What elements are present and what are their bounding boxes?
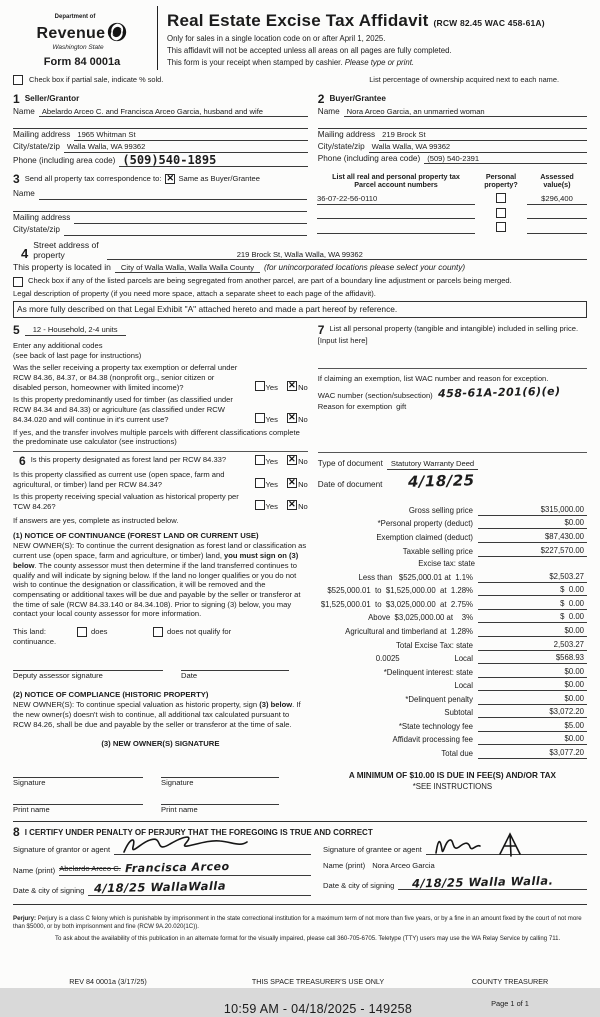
subtotal-value[interactable]: $3,072.20 (478, 707, 587, 718)
revenue-swirl-logo-icon (107, 22, 127, 42)
new-owner-print-line-1[interactable] (13, 795, 143, 805)
wac-number-label: WAC number (section/subsection) (317, 390, 433, 400)
no-label: No (298, 382, 308, 392)
yes-label: Yes (265, 414, 278, 424)
legal-description-field[interactable]: As more fully described on that Legal Exhibit "A" attached hereto and made a part hereof by reference. (13, 301, 587, 318)
assessed-value-field[interactable] (527, 208, 587, 219)
grantee-name-print-label: Name (print) (323, 860, 366, 870)
deputy-assessor-label: Deputy assessor signature (13, 670, 103, 680)
form-number: Form 84 0001a (43, 56, 121, 69)
correspondence-city-field[interactable] (64, 225, 307, 236)
street-address-field[interactable]: 219 Brock St, Walla Walla, WA 99362 (107, 250, 587, 261)
personal-property-input[interactable]: [Input list here] (317, 335, 368, 345)
s6-q2-no-checkbox[interactable] (287, 478, 297, 488)
delinquent-interest-state-value[interactable]: $0.00 (478, 667, 587, 678)
perjury-notice: Perjury: Perjury is a class C felony which is punishable by imprisonment in the state correctional institution for a maximum term of not more than five years, or by a fine in an amount fixed by the court of not more than $5000, or by both imprisonment and fine (RCW 9A.20.020(1C)). To ask about the availability of this publication in an alternate format for the visually impaired, please call 360-705-6705. Teletype (TTY) users may use the WA Relay Service by calling 711. (13, 915, 587, 944)
s6-q1-yes-checkbox[interactable] (255, 455, 265, 465)
s5-q2-no-checkbox[interactable] (287, 413, 297, 423)
print-name-label: Print name (161, 805, 198, 815)
land-does-checkbox[interactable] (77, 627, 87, 637)
same-as-buyer-checkbox[interactable] (165, 174, 175, 184)
notice-compliance-body: NEW OWNER(S): To continue special valuation as historic property, sign (3) below. If the new owner(s) doesn't wish to continue, all additional tax calculated pursuant to RCW 84.26, shall be due and payable by the seller or transferor at the time of sale. (13, 700, 301, 729)
exemption-claimed-label: Exemption claimed (deduct) (376, 533, 473, 543)
treasurer-space-label: THIS SPACE TREASURER'S USE ONLY (251, 977, 385, 987)
delinquent-penalty-value[interactable]: $0.00 (478, 694, 587, 705)
exemption-claim-note: If claiming an exemption, list WAC number and reason for exception. (317, 373, 549, 383)
bracket-2-value[interactable]: $ 0.00 (478, 585, 587, 596)
affidavit-processing-fee-value[interactable]: $0.00 (478, 734, 587, 745)
this-land-label: This land: (13, 627, 46, 637)
buyer-mailing-field[interactable]: 219 Brock St (379, 130, 587, 141)
seller-mailing-field[interactable]: 1965 Whitman St (74, 130, 307, 141)
continuance-label: continuance. (13, 637, 57, 647)
exemption-reason-field[interactable]: gift (396, 402, 407, 412)
section-6-number: 6 (19, 453, 26, 468)
notice-compliance-title: (2) NOTICE OF COMPLIANCE (HISTORIC PROPERTY) (13, 689, 209, 699)
grantor-date-city-field[interactable]: 4/18/25 WallaWalla (88, 880, 311, 896)
yes-label: Yes (265, 502, 278, 512)
bracket-1-label: Less than $525,000.01 at 1.1% (358, 572, 473, 582)
type-of-document-field[interactable]: Statutory Warranty Deed (387, 459, 478, 470)
section-7-number: 7 (317, 322, 325, 337)
section-2-title: Buyer/Grantee (329, 94, 386, 104)
affidavit-processing-fee-label: Affidavit processing fee (392, 735, 473, 745)
agricultural-timberland-value[interactable]: $0.00 (478, 626, 587, 637)
seller-city-field[interactable]: Walla Walla, WA 99362 (64, 142, 308, 153)
grantee-signature-field[interactable] (426, 842, 587, 855)
delinquent-penalty-label: *Delinquent penalty (405, 694, 473, 704)
no-label: No (298, 414, 308, 424)
new-owner-print-line-2[interactable] (161, 795, 279, 805)
no-label: No (298, 457, 308, 467)
rev-form-version: REV 84 0001a (3/17/25) (69, 977, 147, 987)
revenue-wordmark: Revenue (36, 24, 106, 42)
bracket-3-value[interactable]: $ 0.00 (478, 599, 587, 610)
parcel-3-personal-checkbox[interactable] (496, 222, 506, 232)
notice-continuance-body: NEW OWNER(S): To continue the current designation as forest land or classification as current use (open space, farm and agriculture, or timber) land, you must sign on (3) below. The county assessor must then determine if the land transferred continues to qualify and will indicate by signing below. If the land no longer qualifies or you do not wish to continue the designation or classification, it will be removed and the compensating or additional taxes will be due and payable by the seller or transferor at the time of sale (RCW 84.33.140 or 84.34.108). Prior to signing (3) below, you may contact your local county assessor for more information. (13, 541, 307, 619)
type-of-document-label: Type of document (317, 459, 383, 469)
s5-q2-yes-checkbox[interactable] (255, 413, 265, 423)
accessibility-notice: To ask about the availability of this publication in an alternate format for the visually impaired, please call 360-705-6705. Teletype (TTY) users may use the WA Relay Service by calling 711. (55, 935, 561, 943)
form-title: Real Estate Excise Tax Affidavit (RCW 82.45 WAC 458-61A) (167, 11, 545, 30)
same-as-buyer-label: Same as Buyer/Grantee (178, 173, 260, 183)
ownership-note: List percentage of ownership acquired next to each name. (369, 74, 559, 84)
s6-q3-no-checkbox[interactable] (287, 500, 297, 510)
header-note-2: This affidavit will not be accepted unless all areas on all pages are fully completed. (167, 45, 452, 55)
cashier-stamp: 10:59 AM - 04/18/2025 - 149258 (223, 1001, 413, 1016)
excise-tax-state-header: Excise tax: state (418, 559, 475, 569)
does-label: does (91, 627, 108, 637)
parcel-number-field[interactable]: 36-07-22-56-0110 (317, 194, 475, 205)
parcel-1-personal-checkbox[interactable] (496, 193, 506, 203)
no-label: No (298, 479, 308, 489)
section-3-number: 3 (13, 171, 20, 186)
section-2-number: 2 (317, 91, 325, 106)
s6-q1-no-checkbox[interactable] (287, 455, 297, 465)
deputy-date-line[interactable] (181, 661, 289, 671)
correspondence-city-label: City/state/zip (13, 225, 60, 235)
yes-label: Yes (265, 457, 278, 467)
bracket-4-value[interactable]: $ 0.00 (478, 612, 587, 623)
local-rate-label: 0.0025 (375, 654, 400, 664)
seller-phone-label: Phone (including area code) (13, 156, 116, 166)
form-footer (13, 977, 587, 1016)
taxable-selling-price-label: Taxable selling price (402, 546, 473, 556)
grantee-signature-label: Signature of grantee or agent (323, 845, 422, 855)
correspondence-label: Send all property tax correspondence to: (24, 173, 162, 183)
correspondence-name-field[interactable] (39, 189, 307, 200)
total-due-label: Total due (441, 749, 473, 759)
buyer-mailing-label: Mailing address (317, 130, 376, 140)
land-use-code-section (13, 324, 308, 452)
correspondence-name-label: Name (13, 189, 35, 199)
personal-property-col-header: Personal property? (484, 171, 518, 190)
yes-label: Yes (265, 382, 278, 392)
total-due-value[interactable]: $3,077.20 (478, 748, 587, 759)
delinquent-interest-local-value[interactable]: $0.00 (478, 680, 587, 691)
exemption-deferral-question: Was the seller receiving a property tax exemption or deferral under RCW 84.36, 84.37, or 84.38 (nonprofit org., senior citizen or disabled person, homeowner with limited income)? (13, 363, 238, 392)
personal-property-deduct-value[interactable]: $0.00 (478, 518, 587, 529)
street-address-label: Street address of property (33, 239, 99, 260)
s5-q1-no-checkbox[interactable] (287, 381, 297, 391)
minimum-fee-note: A MINIMUM OF $10.00 IS DUE IN FEE(S) AND/OR TAX (348, 771, 556, 781)
answers-yes-note: If answers are yes, complete as instructed below. (13, 515, 179, 525)
new-owner-signature-line-1[interactable] (13, 768, 143, 778)
yes-label: Yes (265, 479, 278, 489)
timber-agriculture-question: Is this property predominantly used for timber (as classified under RCW 84.34 and 84.33) or agriculture (as classified under RCW 84.34.020 and will continue in it's current use? (13, 395, 233, 424)
grantee-signature-image (432, 832, 542, 858)
state-technology-fee-label: *State technology fee (398, 721, 473, 731)
personal-property-section (318, 324, 587, 412)
historical-property-question: Is this property receiving special valuation as historical property per TCW 84.26? (13, 492, 239, 512)
agricultural-timberland-label: Agricultural and timberland at 1.28% (345, 626, 473, 636)
parcel-table (317, 173, 587, 236)
total-excise-state-label: Total Excise Tax: state (396, 640, 473, 650)
segregated-label: Check box if any of the listed parcels are being segregated from another parcel, are part of a boundary line adjustment or parcels being merged. (28, 276, 512, 286)
land-does-not-checkbox[interactable] (153, 627, 163, 637)
deputy-assessor-signature-line[interactable] (13, 661, 163, 671)
print-name-label: Print name (13, 805, 50, 815)
buyer-extra-line[interactable] (318, 118, 587, 129)
assessed-value-field[interactable]: $296,400 (527, 194, 587, 205)
located-in-label: This property is located in (13, 262, 111, 273)
parcel-number-field[interactable] (317, 208, 475, 219)
located-in-field[interactable]: City of Walla Walla, Walla Walla County (115, 263, 260, 274)
current-use-question: Is this property classified as current use (open space, farm and agricultural, or timber) land per RCW 84.34? (13, 469, 225, 489)
page-indicator: Page 1 of 1 (491, 998, 529, 1008)
section-1-number: 1 (13, 91, 20, 106)
partial-sale-label: Check box if partial sale, indicate % sold. (29, 74, 164, 84)
date-of-document-field[interactable]: 4/18/25 (408, 471, 476, 491)
grantee-name-print-field[interactable]: Nora Arceo Garcia (372, 860, 435, 870)
parcel-number-field[interactable] (317, 223, 475, 234)
header-note-1: Only for sales in a single location code on or after April 1, 2025. (167, 33, 386, 43)
parcel-col-header: List all real and personal property tax Parcel account numbers (332, 171, 460, 190)
buyer-city-field[interactable]: Walla Walla, WA 99362 (369, 142, 587, 153)
exemption-reason-label: Reason for exemption (317, 402, 393, 412)
seller-extra-line[interactable] (13, 118, 308, 129)
seller-phone-field[interactable]: (509)540-1895 (119, 154, 307, 167)
correspondence-mailing-field[interactable] (74, 213, 307, 224)
notice-continuance-title: (1) NOTICE OF CONTINUANCE (FOREST LAND OR CURRENT USE) (13, 530, 259, 540)
delinquent-interest-state-label: *Delinquent interest: state (383, 667, 473, 677)
grantor-name-print-label: Name (print) (13, 866, 56, 876)
grantor-date-city-label: Date & city of signing (13, 886, 85, 895)
seller-city-label: City/state/zip (13, 142, 60, 152)
subtotal-label: Subtotal (444, 708, 473, 718)
date-of-document-label: Date of document (317, 480, 383, 490)
s6-q2-yes-checkbox[interactable] (255, 478, 265, 488)
located-in-note: (for unincorporated locations please select your county) (264, 262, 466, 272)
washington-state-label: Washington State (52, 44, 104, 52)
local-label: Local (454, 654, 473, 664)
signature-label: Signature (161, 778, 194, 788)
grantor-signature-field[interactable] (114, 842, 311, 855)
personal-property-label: List all personal property (tangible and intangible) included in selling price. (329, 323, 579, 333)
wac-number-field[interactable]: 458-61A-201(6)(e) (437, 384, 561, 401)
forest-land-section (13, 455, 308, 815)
taxable-selling-price-value[interactable]: $227,570.00 (478, 546, 587, 557)
see-instructions-note: *SEE INSTRUCTIONS (412, 781, 493, 791)
parcel-row (317, 208, 587, 220)
deputy-date-label: Date (181, 670, 198, 680)
document-section (318, 459, 587, 491)
section-1-title: Seller/Grantor (24, 94, 80, 104)
county-treasurer-label: COUNTY TREASURER (471, 977, 549, 987)
s6-q3-yes-checkbox[interactable] (255, 500, 265, 510)
buyer-name-field[interactable]: Nora Arceo Garcia, an unmarried woman (344, 107, 587, 118)
no-label: No (298, 502, 308, 512)
segregated-checkbox[interactable] (13, 277, 23, 287)
grantor-name-print-field[interactable]: Abelardo Arceo C. Francisca Arceo (59, 861, 311, 876)
additional-codes-note: (see back of last page for instructions) (13, 350, 142, 360)
seller-name-label: Name (13, 106, 35, 116)
additional-codes-label: Enter any additional codes (13, 340, 103, 350)
buyer-phone-field[interactable]: (509) 540-2391 (424, 154, 587, 165)
property-address-section (13, 240, 587, 318)
new-owner-signature-title: (3) NEW OWNER(S) SIGNATURE (101, 738, 220, 748)
buyer-city-label: City/state/zip (317, 142, 365, 152)
bracket-2-label: $525,000.01 to $1,525,000.00 at 1.28% (327, 586, 473, 596)
s5-q1-yes-checkbox[interactable] (255, 381, 265, 391)
dept-of-label: Department of (54, 14, 96, 20)
grantor-signature-label: Signature of grantor or agent (13, 845, 111, 855)
buyer-grantee-section (318, 93, 587, 167)
tax-correspondence-section (13, 173, 317, 236)
header-note-3: This form is your receipt when stamped by cashier. Please type or print. (167, 57, 415, 67)
gross-selling-price-value[interactable]: $315,000.00 (478, 505, 587, 516)
partial-sale-checkbox[interactable] (13, 75, 23, 85)
form-title-rcw-ref: (RCW 82.45 WAC 458-61A) (433, 18, 545, 28)
section-4-number: 4 (21, 246, 29, 262)
section-8-number: 8 (13, 824, 20, 839)
total-excise-state-value[interactable]: 2,503.27 (478, 640, 587, 651)
local-tax-value[interactable]: $568.93 (478, 653, 587, 664)
gross-selling-price-label: Gross selling price (408, 505, 473, 515)
grantee-date-city-label: Date & city of signing (323, 880, 395, 890)
buyer-name-label: Name (317, 106, 340, 116)
financial-table (318, 505, 587, 759)
form-header (13, 6, 587, 70)
legal-description-label: Legal description of property (if you need more space, attach a separate sheet to each page of the affidavit). (13, 289, 376, 299)
parcel-2-personal-checkbox[interactable] (496, 208, 506, 218)
new-owner-signature-line-2[interactable] (161, 768, 279, 778)
assessed-value-col-header: Assessed value(s) (540, 171, 574, 190)
forest-land-question: Is this property designated as forest land per RCW 84.33? (30, 454, 227, 464)
bracket-1-value[interactable]: $2,503.27 (478, 572, 587, 583)
assessed-value-field[interactable] (527, 223, 587, 234)
parcel-row (317, 222, 587, 234)
seller-mailing-label: Mailing address (13, 130, 71, 140)
seller-name-field[interactable]: Abelardo Arceo C. and Francisca Arceo Garcia, husband and wife (39, 107, 308, 118)
correspondence-extra-line[interactable] (13, 201, 307, 212)
does-not-label: does not qualify for (167, 627, 232, 637)
predominate-use-note: If yes, and the transfer involves multiple parcels with different classifications complete the predominate use calculator (see instructions) (13, 427, 300, 447)
buyer-phone-label: Phone (including area code) (317, 153, 421, 163)
grantor-signature-image (120, 832, 250, 858)
correspondence-mailing-label: Mailing address (13, 213, 71, 223)
certify-statement: I CERTIFY UNDER PENALTY OF PERJURY THAT THE FOREGOING IS TRUE AND CORRECT (24, 827, 373, 837)
grantee-date-city-field[interactable]: 4/18/25 Walla Walla. (398, 875, 587, 891)
dor-logo-block (13, 6, 151, 70)
exemption-claimed-value[interactable]: $87,430.00 (478, 532, 587, 543)
signature-label: Signature (13, 778, 46, 788)
state-technology-fee-value[interactable]: $5.00 (478, 721, 587, 732)
bracket-3-label: $1,525,000.01 to $3,025,000.00 at 2.75% (320, 599, 473, 609)
bracket-4-label: Above $3,025,000.00 at 3% (368, 613, 473, 623)
delinquent-interest-local-label: Local (454, 681, 473, 691)
parcel-row (317, 193, 587, 205)
personal-property-deduct-label: *Personal property (deduct) (377, 519, 473, 529)
seller-grantor-section (13, 93, 318, 167)
land-use-code-field[interactable]: 12 - Household, 2-4 units (25, 325, 126, 336)
section-5-number: 5 (13, 322, 20, 337)
